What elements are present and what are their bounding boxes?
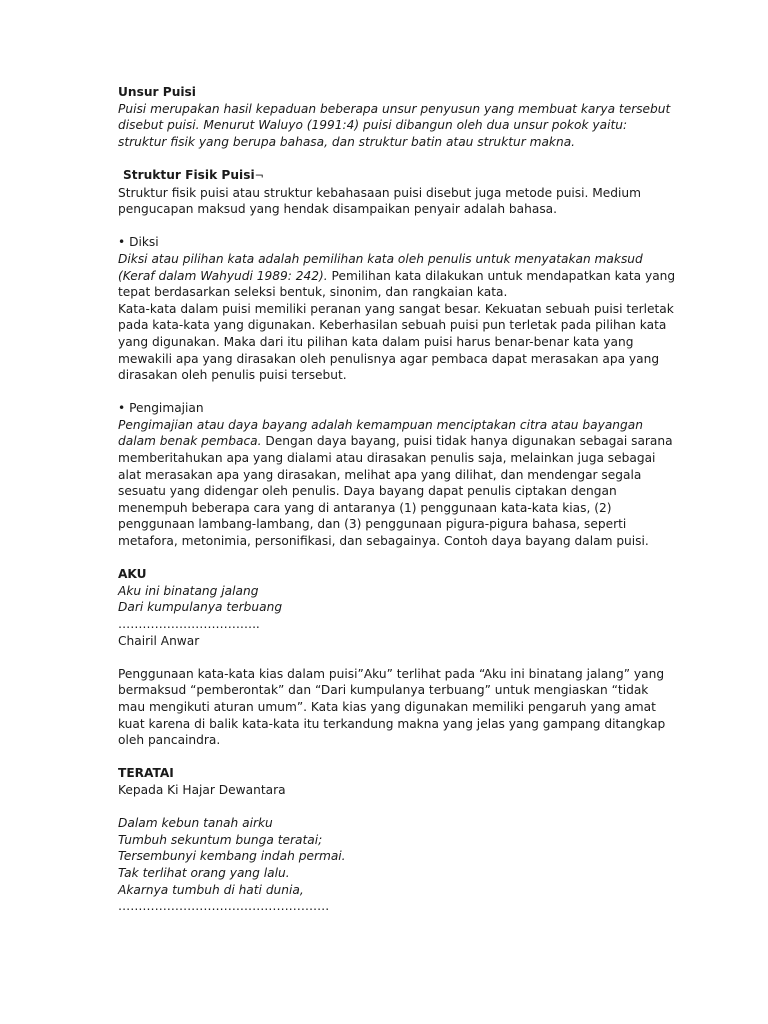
diksi-paragraph-1: Diksi atau pilihan kata adalah pemilihan kata oleh penulis untuk menyatakan maksud (Keraf dalam Wahyudi 1989: 242). Pemilihan kata dilakukan untuk mendapatkan kata yang tepat berdasarkan seleksi bentuk, sinonim, dan rangkaian kata. [118,251,676,300]
poem-title-teratai: TERATAI [118,766,174,781]
unsur-puisi-intro: Puisi merupakan hasil kepaduan beberapa unsur penyusun yang membuat karya tersebut disebut puisi. Menurut Waluyo (1991:4) puisi dibangun oleh dua unsur pokok yaitu: struktur fisik yang berupa bahasa, dan struktur batin atau struktur makna. [118,101,671,149]
poem-teratai-line-5: Akarnya tumbuh di hati dunia, [118,882,304,897]
poem-teratai-line-4: Tak terlihat orang yang lalu. [118,865,290,880]
poem-aku-line-2: Dari kumpulanya terbuang [118,600,283,615]
diksi-label: • Diksi [118,235,159,250]
poem-teratai-ellipsis: ……………………………………………. [118,899,330,914]
poem-aku-line-1: Aku ini binatang jalang [118,583,259,598]
poem-teratai-line-3: Tersembunyi kembang indah permai. [118,849,346,864]
section-heading-struktur-fisik: Struktur Fisik Puisi¬ [123,167,264,182]
struktur-fisik-body: Struktur fisik puisi atau struktur kebahasaan puisi disebut juga metode puisi. Medium pengucapan maksud yang hendak disampaikan penyair adalah bahasa. [118,185,642,217]
diksi-paragraph-2: Kata-kata dalam puisi memiliki peranan yang sangat besar. Kekuatan sebuah puisi terletak pada kata-kata yang digunakan. Keberhasilan sebuah puisi pun terletak pada pilihan kata yang digunakan. Maka dari itu pilihan kata dalam puisi harus benar-benar kata yang mewakili apa yang dirasakan oleh penulisnya agar pembaca dapat merasakan apa yang dirasakan oleh penulis puisi tersebut. [118,301,674,383]
pengimajian-paragraph: Pengimajian atau daya bayang adalah kemampuan menciptakan citra atau bayangan dalam benak pembaca. Dengan daya bayang, puisi tidak hanya digunakan sebagai sarana memberitahukan apa yang dialami atau dirasakan penulis saja, melainkan juga sebagai alat merasakan apa yang dirasakan, melihat apa yang dilihat, dan mendengar segala sesuatu yang didengar oleh penulis. Daya bayang dapat penulis ciptakan dengan menempuh beberapa cara yang di antaranya (1) penggunaan kata-kata kias, (2) penggunaan lambang-lambang, dan (3) penggunaan pigura-pigura bahasa, seperti metafora, metonimia, personifikasi, dan sebagainya. Contoh daya bayang dalam puisi. [118,417,673,549]
not-sign-mark: ¬ [254,168,264,182]
document-page [118,84,678,915]
aku-analysis-paragraph: Penggunaan kata-kata kias dalam puisi”Aku” terlihat pada “Aku ini binatang jalang” yang bermaksud “pemberontak” dan “Dari kumpulanya terbuang” untuk mengiaskan “tidak mau mengikuti aturan umum”. Kata kias yang digunakan memiliki pengaruh yang amat kuat karena di balik kata-kata itu terkandung makna yang jelas yang gampang ditangkap oleh pancaindra. [118,666,666,748]
poem-aku-ellipsis: …………………………….. [118,617,260,631]
poem-teratai-dedication: Kepada Ki Hajar Dewantara [118,782,286,797]
poem-teratai-line-2: Tumbuh sekuntum bunga teratai; [118,832,323,847]
poem-teratai-line-1: Dalam kebun tanah airku [118,816,273,831]
section-heading-unsur-puisi: Unsur Puisi [118,85,196,99]
pengimajian-label: • Pengimajian [118,401,204,416]
poem-title-aku: AKU [118,567,147,582]
poem-aku-author: Chairil Anwar [118,633,200,648]
